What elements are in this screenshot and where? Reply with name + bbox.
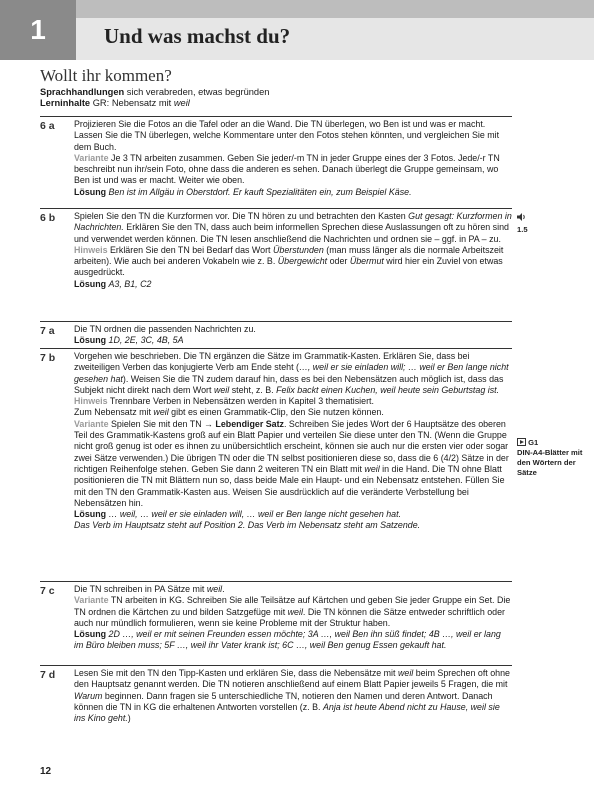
hinweis-paragraph: Hinweis Trennbare Verben in Nebensätzen werden in Kapitel 3 thematisiert. — [74, 396, 374, 407]
variante-paragraph: Variante Spielen Sie mit den TN → Lebendiger Satz. Schreiben Sie jedes Wort der 6 Hauptsätze des oberen Teil des Grammatik-Kastens groß auf ein Blatt Papier und verteilen Sie diese unter den TN. (Wenn die Gruppe nicht groß genug ist oder es ihnen zu unübersichtlich erscheint, können sie auch nur die ersten vier oder sogar zwei Sätze verwenden.) Die übrigen TN oder die TN selbst positionieren diese so, dass die 6 (4/2) Sätze in der richtigen Reihenfolge stehen. Geben Sie dann 2 weiteren TN ein Blatt mit weil in die Hand. Die TN ohne Blatt positionieren die TN mit Blättern nun so, dass beide Male ein Haupt- und ein Nebensatz entstehen. Füllen Sie mit den TN den Grammatik-Kasten aus. Weisen Sie ausdrücklich auf die veränderte Verbstellung bei Nebensätzen hin. — [74, 418, 509, 508]
loesung-paragraph — [74, 187, 512, 198]
section-id: 6 a — [40, 120, 55, 132]
section-7c — [40, 581, 512, 665]
variante-paragraph — [74, 153, 512, 187]
hinweis-label: Hinweis — [74, 244, 108, 255]
grammar-clip-code: G1 — [528, 438, 539, 447]
page-number: 12 — [40, 766, 52, 777]
lerninhalte-label: Lerninhalte — [40, 98, 91, 108]
lerninhalte-line — [40, 98, 190, 109]
section-body — [74, 324, 512, 347]
section-body — [74, 211, 512, 290]
section-id: 7 b — [40, 352, 56, 364]
lerninhalte-italic: weil — [173, 98, 190, 108]
loesung-text: A3, B1, C2 — [108, 278, 152, 289]
loesung-text: Ben ist im Allgäu in Oberstdorf. Er kauft Spezialitäten ein, zum Beispiel Käse. — [108, 186, 412, 197]
lebendiger-satz-link: → Lebendiger Satz — [204, 418, 284, 429]
section-text: Projizieren Sie die Fotos an die Tafel oder an die Wand. Die TN überlegen, wo Ben ist und was er macht. Lassen Sie die TN überlegen, welche Kommentare unter den Fotos stehen könnten, und vergleichen Sie mit dem Buch. — [74, 119, 500, 152]
sprachhandlungen-label: Sprachhandlungen — [40, 87, 125, 97]
section-6a — [40, 116, 512, 208]
hinweis-label: Hinweis — [74, 396, 108, 407]
section-text: Die TN ordnen die passenden Nachrichten zu. — [74, 324, 256, 334]
section-text: Lesen Sie mit den TN den Tipp-Kasten und erklären Sie, dass die Nebensätze mit weil beim Sprechen oft ohne den Hauptsatz genannt werden. Die TN notieren anschließend auf einem Blatt Papier jeweils 5 Fragen, die mit Warum beginnen. Dann fragen sie 5 unterschiedliche TN, notieren den Namen und deren Antwort. Danach können die TN in KG die erhaltenen Antworten vorstellen (z. B. Anja ist heute Abend nicht zu Hause, weil sie ins Kino geht.) — [74, 668, 510, 724]
loesung-label: Lösung — [74, 629, 107, 640]
audio-track-number: 1.5 — [517, 225, 528, 234]
lesson-title: Wollt ihr kommen? — [40, 66, 172, 85]
section-7d — [40, 665, 512, 740]
section-7b — [40, 348, 512, 581]
loesung-label: Lösung — [74, 509, 107, 520]
clip-paragraph: Zum Nebensatz mit weil gibt es einen Grammatik-Clip, den Sie nutzen können. — [74, 407, 384, 418]
section-body — [74, 584, 512, 652]
section-id: 6 b — [40, 212, 56, 224]
video-clip-icon — [517, 438, 526, 446]
loesung-paragraph — [74, 509, 512, 520]
variante-text: Je 3 TN arbeiten zusammen. Geben Sie jeder/-m TN in jeder Gruppe eines der 3 Fotos. Jede/-r TN beschreibt nun ihr/sein Foto, ohne dass die anderen es sehen. Danach überlegt die Gruppe gemeinsam, wo Ben ist und was er macht. Weiter wie oben. — [74, 152, 500, 186]
section-body — [74, 351, 512, 532]
variante-label: Variante — [74, 418, 109, 429]
loesung-paragraph — [74, 279, 512, 290]
loesung-text: 2D …, weil er mit seinen Freunden essen möchte; 3A …, weil Ben ihn süß findet; 4B …, weil er lang im Büro bleiben muss; 5F …, weil ihr Vater krank ist; 6C …, weil Ben genug Essen gekauft hat. — [74, 629, 501, 651]
section-id: 7 c — [40, 585, 55, 597]
loesung-text: … weil, … weil er sie einladen will, … weil er Ben lange nicht gesehen hat. — [108, 509, 402, 520]
chapter-title: Und was machst du? — [104, 24, 291, 48]
loesung-paragraph-2: Das Verb im Hauptsatz steht auf Position 2. Das Verb im Nebensatz steht am Satzende. — [74, 520, 421, 531]
section-text: Spielen Sie den TN die Kurzformen vor. Die TN hören zu und betrachten den Kasten Gut gesagt: Kurzformen in Nachrichten. Erklären Sie den TN, dass auch beim informellen Sprechen diese Auslassungen oft zu hören sind und verwendet werden können. Die TN lesen anschließend die Nachrichten und ordnen sie – ggf. in PA – zu. — [74, 211, 512, 244]
section-text: Die TN schreiben in PA Sätze mit weil. — [74, 584, 225, 594]
section-7a — [40, 321, 512, 348]
variante-label: Variante — [74, 152, 109, 163]
section-6b — [40, 208, 512, 321]
grammar-clip-note — [517, 438, 587, 478]
sprachhandlungen-text: sich verabreden, etwas begründen — [126, 87, 270, 97]
variante-paragraph: Variante TN arbeiten in KG. Schreiben Sie alle Teilsätze auf Kärtchen und geben Sie jeder Gruppe ein Set. Die TN ordnen die Kärtchen zu und bilden Satzgefüge mit weil. Die TN können die Sätze entweder schriftlich oder auch nur mündlich formulieren, wenn sie keine Probleme mit der Struktur haben. — [74, 595, 511, 628]
loesung-label: Lösung — [74, 335, 107, 346]
lerninhalte-text: GR: Nebensatz mit — [92, 98, 174, 108]
section-body — [74, 119, 512, 198]
audio-track-note — [517, 212, 528, 235]
hinweis-paragraph: Hinweis Erklären Sie den TN bei Bedarf das Wort Überstunden (man muss länger als die normale Arbeitszeit arbeiten). Wie auch bei anderen Vokabeln wie z. B. Übergewicht oder Übermut wird hier ein Zuviel von etwas ausgedrückt. — [74, 244, 504, 278]
loesung-paragraph — [74, 335, 512, 346]
chapter-number: 1 — [0, 0, 76, 60]
loesung-label: Lösung — [74, 278, 107, 289]
loesung-text: 1D, 2E, 3C, 4B, 5A — [108, 335, 184, 346]
material-note: DIN-A4-Blätter mit den Wörtern der Sätze — [517, 448, 583, 477]
section-id: 7 a — [40, 325, 55, 337]
loesung-paragraph — [74, 629, 512, 652]
sprachhandlungen-line — [40, 87, 269, 98]
title-bar-accent — [76, 0, 594, 18]
section-text: Vorgehen wie beschrieben. Die TN ergänzen die Sätze im Grammatik-Kasten. Erklären Sie, dass bei zweiteiligen Verben das konjugierte Verb am Ende steht (…, weil er sie einladen will; … weil er Ben lange nicht gesehen hat). Weisen Sie die TN zudem darauf hin, dass es bei den Nebensätzen auch möglich ist, dass das Subjekt nicht direkt nach dem Wort weil steht, z. B. Felix backt einen Kuchen, weil heute sein Geburtstag ist. — [74, 351, 509, 395]
section-body — [74, 668, 512, 724]
loesung-label: Lösung — [74, 186, 107, 197]
speaker-icon — [517, 212, 527, 222]
section-id: 7 d — [40, 669, 56, 681]
variante-label: Variante — [74, 595, 109, 606]
